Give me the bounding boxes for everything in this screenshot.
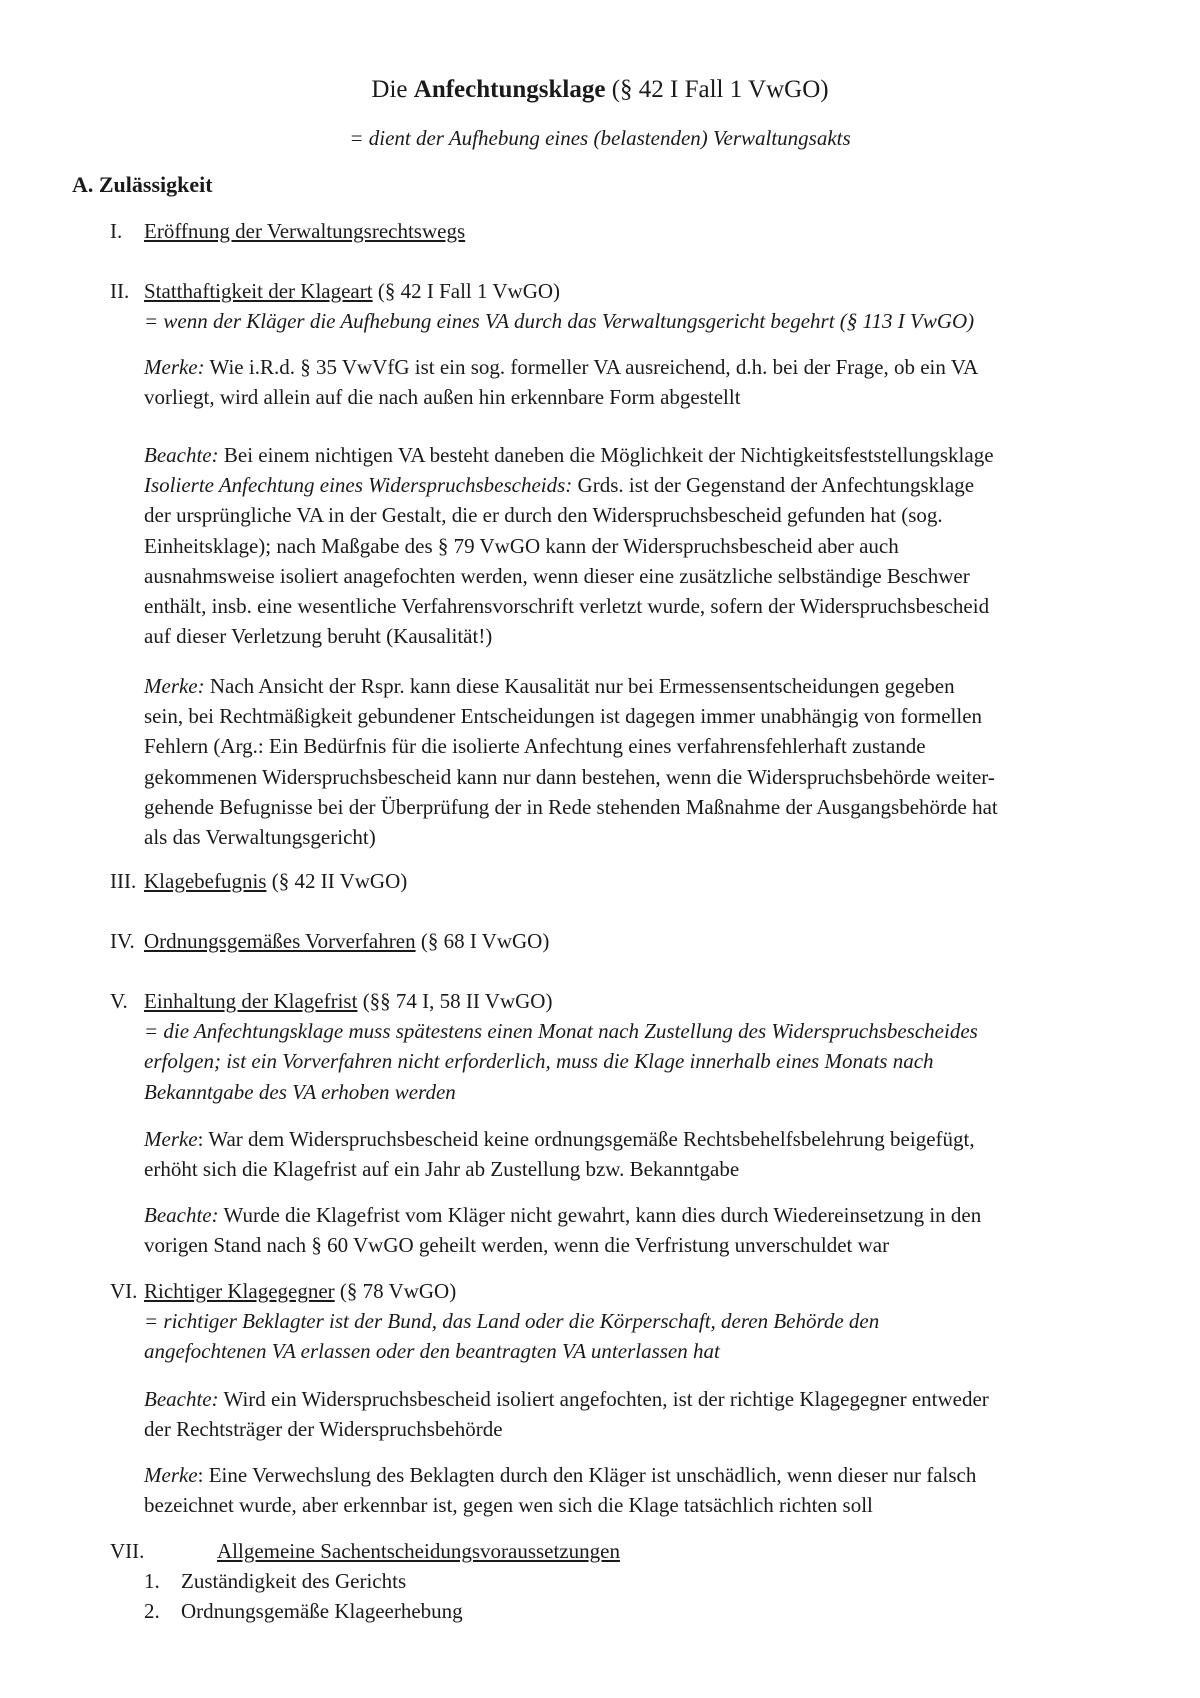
item-vi-number: VI. — [110, 1279, 138, 1303]
item-iv-heading: Ordnungsgemäßes Vorverfahren — [144, 929, 416, 953]
beachte-text: vorigen Stand nach § 60 VwGO geheilt werden, wenn die Verfristung unverschuldet war — [144, 1233, 890, 1258]
beachte-label: Beachte: — [144, 1387, 219, 1411]
merke-text: gehende Befugnisse bei der Überprüfung der in Rede stehenden Maßnahme der Ausgangsbehörde hat — [144, 794, 998, 819]
beachte-text: Wurde die Klagefrist vom Kläger nicht gewahrt, kann dies durch Wiedereinsetzung in den — [218, 1203, 982, 1227]
document-title — [0, 74, 1200, 106]
item-vi-beachte — [144, 1384, 1134, 1444]
item-ii-ref: (§ 42 I Fall 1 VwGO) — [372, 279, 561, 303]
item-vii-heading: Allgemeine Sachentscheidungsvoraussetzungen — [217, 1539, 620, 1563]
merke-text: Nach Ansicht der Rspr. kann diese Kausalität nur bei Ermessensentscheidungen gegeben — [204, 674, 955, 698]
document-subtitle: = dient der Aufhebung eines (belastenden) Verwaltungsakts — [349, 126, 851, 150]
merke-text: bezeichnet wurde, aber erkennbar ist, gegen wen sich die Klage tatsächlich richten soll — [144, 1493, 873, 1518]
title-prefix: Die — [371, 76, 414, 103]
item-v-definition: erfolgen; ist ein Vorverfahren nicht erforderlich, muss die Klage innerhalb eines Monats nach — [144, 1049, 934, 1074]
section-a-heading: A. Zulässigkeit — [72, 172, 213, 197]
item-vi — [144, 1276, 1134, 1367]
isoliert-label: Isolierte Anfechtung eines Widerspruchsbescheids: — [144, 473, 573, 498]
merke-text: vorliegt, wird allein auf die nach außen hin erkennbare Form abgestellt — [144, 385, 741, 410]
beachte-label: Beachte: — [144, 443, 219, 467]
item-vi-definition: = richtiger Beklagter ist der Bund, das Land oder die Körperschaft, deren Behörde den — [144, 1309, 880, 1334]
title-suffix: (§ 42 I Fall 1 VwGO) — [605, 76, 829, 103]
item-v-definition: Bekanntgabe des VA erhoben werden — [144, 1079, 456, 1104]
isoliert-text: enthält, insb. eine wesentliche Verfahrensvorschrift verletzt wurde, sofern der Widerspruchsbescheid — [144, 594, 990, 619]
item-iii-ref: (§ 42 II VwGO) — [266, 869, 408, 893]
item-iv-ref: (§ 68 I VwGO) — [415, 929, 550, 953]
item-v-beachte — [144, 1200, 1134, 1260]
merke-text: als das Verwaltungsgericht) — [144, 825, 376, 850]
merke-label: Merke: — [144, 355, 205, 379]
item-i-number: I. — [110, 219, 123, 243]
merke-text: : Eine Verwechslung des Beklagten durch den Kläger ist unschädlich, wenn dieser nur falsch — [197, 1463, 977, 1487]
beachte-label: Beachte: — [144, 1203, 219, 1227]
isoliert-text: Einheitsklage); nach Maßgabe des § 79 VwGO kann der Widerspruchsbescheid aber auch — [144, 533, 899, 558]
merke-text: Fehlern (Arg.: Ein Bedürfnis für die isolierte Anfechtung eines verfahrensfehlerhaft zustande — [144, 734, 926, 759]
list-item: Zuständigkeit des Gerichts — [181, 1569, 407, 1593]
item-i-heading: Eröffnung der Verwaltungsrechtswegs — [144, 219, 466, 243]
item-vi-heading: Richtiger Klagegegner — [144, 1279, 335, 1303]
isoliert-text: der ursprüngliche VA in der Gestalt, die er durch den Widerspruchsbescheid gefunden hat (sog. — [144, 503, 943, 528]
item-i — [144, 216, 1134, 246]
merke-label: Merke — [144, 1463, 198, 1487]
item-v-number: V. — [110, 989, 128, 1013]
merke-text: : War dem Widerspruchsbescheid keine ordnungsgemäße Rechtsbehelfsbelehrung beigefügt, — [197, 1127, 975, 1151]
item-vii — [217, 1536, 1117, 1566]
beachte-text: Bei einem nichtigen VA besteht daneben die Möglichkeit der Nichtigkeitsfeststellungsklage — [218, 443, 994, 467]
item-ii-number: II. — [110, 279, 130, 303]
isoliert-text: Grds. ist der Gegenstand der Anfechtungsklage — [572, 473, 975, 498]
merke-text: sein, bei Rechtmäßigkeit gebundener Entscheidungen ist dagegen immer unabhängig von formellen — [144, 704, 983, 729]
beachte-text: Wird ein Widerspruchsbescheid isoliert angefochten, ist der richtige Klagegegner entweder — [218, 1387, 989, 1411]
beachte-text: der Rechtsträger der Widerspruchsbehörde — [144, 1417, 503, 1442]
item-vi-merke — [144, 1460, 1134, 1520]
item-iii-number: III. — [110, 869, 137, 893]
item-vi-definition: angefochtenen VA erlassen oder den beantragten VA unterlassen hat — [144, 1339, 720, 1364]
item-ii — [144, 276, 1134, 336]
isoliert-text: auf dieser Verletzung beruht (Kausalität!) — [144, 624, 493, 649]
item-vii-number: VII. — [110, 1539, 145, 1563]
item-iv-number: IV. — [110, 929, 135, 953]
item-ii-merke-1 — [144, 352, 1134, 412]
item-iv — [144, 926, 1134, 956]
merke-label: Merke: — [144, 674, 205, 698]
item-v-merke — [144, 1124, 1134, 1184]
merke-text: Wie i.R.d. § 35 VwVfG ist ein sog. formeller VA ausreichend, d.h. bei der Frage, ob ein VA — [204, 355, 979, 379]
item-ii-beachte — [144, 440, 1134, 651]
item-v-heading: Einhaltung der Klagefrist — [144, 989, 358, 1013]
item-iii-heading: Klagebefugnis — [144, 869, 267, 893]
item-v-definition: = die Anfechtungsklage muss spätestens einen Monat nach Zustellung des Widerspruchsbescheides — [144, 1019, 978, 1044]
item-ii-merke-2 — [144, 671, 1134, 852]
merke-label: Merke — [144, 1127, 198, 1151]
merke-text: erhöht sich die Klagefrist auf ein Jahr ab Zustellung bzw. Bekanntgabe — [144, 1157, 740, 1182]
list-item: Ordnungsgemäße Klageerhebung — [181, 1599, 463, 1623]
item-v — [144, 986, 1134, 1107]
isoliert-text: ausnahmsweise isoliert anagefochten werden, wenn dieser eine zusätzliche selbständige Beschwer — [144, 563, 970, 588]
item-v-ref: (§§ 74 I, 58 II VwGO) — [357, 989, 553, 1013]
title-bold: Anfechtungsklage — [413, 76, 606, 103]
list-item-number: 2. — [144, 1599, 160, 1623]
item-vi-ref: (§ 78 VwGO) — [334, 1279, 457, 1303]
item-ii-definition: = wenn der Kläger die Aufhebung eines VA durch das Verwaltungsgericht begehrt (§ 113 I VwGO) — [144, 309, 975, 334]
merke-text: gekommenen Widerspruchsbescheid kann nur dann bestehen, wenn die Widerspruchsbehörde weiter- — [144, 764, 995, 789]
item-iii — [144, 866, 1134, 896]
list-item-number: 1. — [144, 1569, 160, 1593]
item-ii-heading: Statthaftigkeit der Klageart — [144, 279, 373, 303]
